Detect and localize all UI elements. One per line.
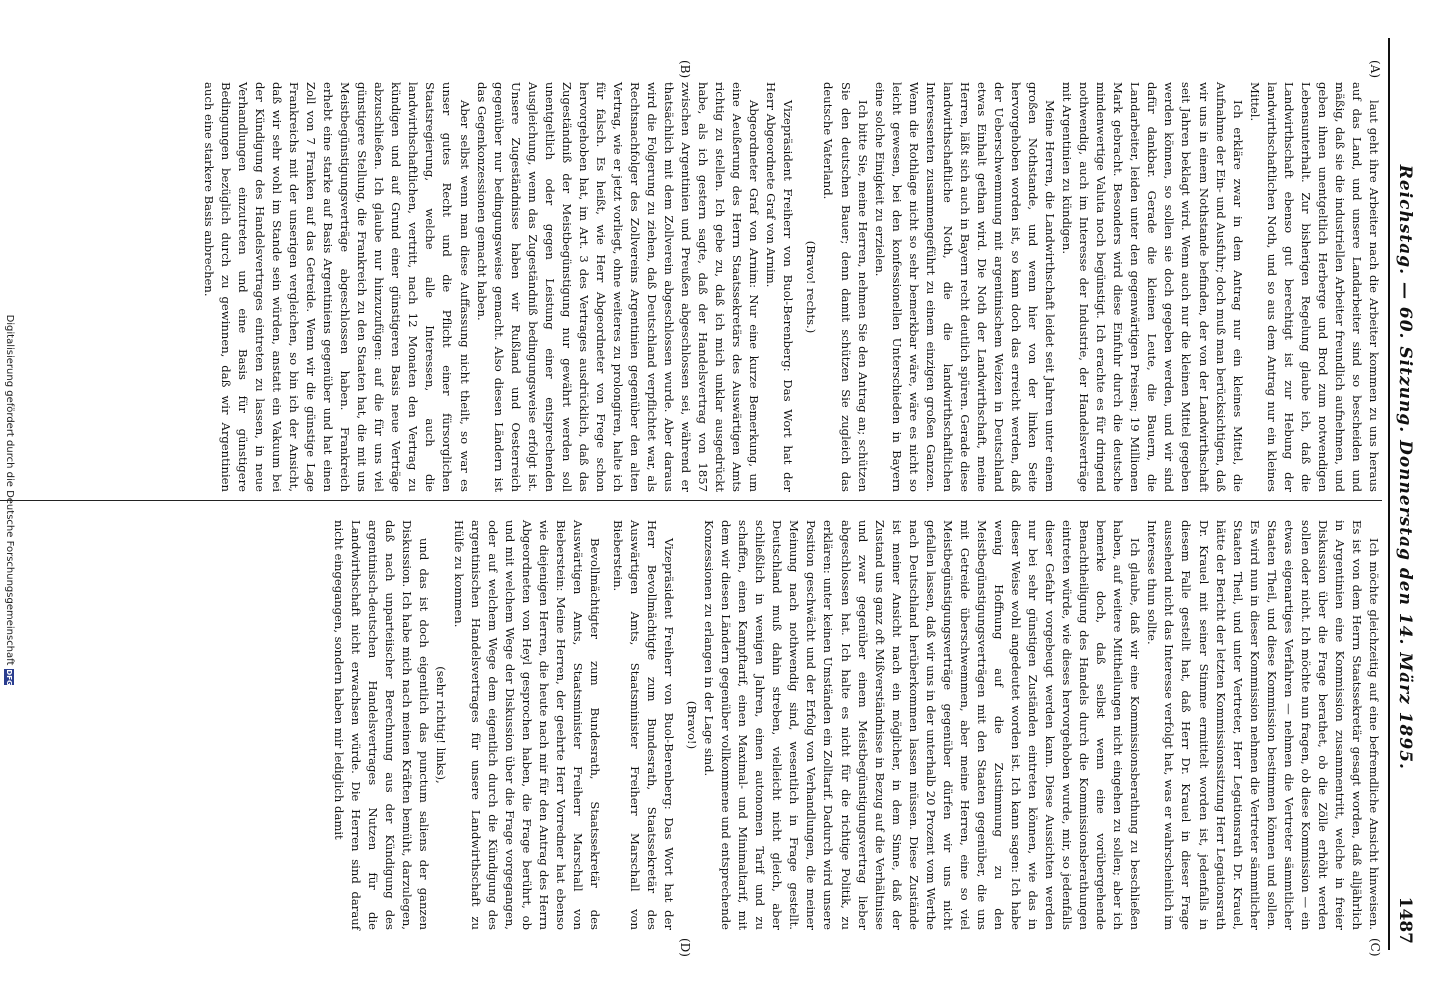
left-column bbox=[200, 82, 1382, 492]
margin-marker-b: (B) bbox=[678, 60, 692, 79]
margin-marker-d: (D) bbox=[678, 938, 692, 957]
paragraph: Ich erkläre zwar in dem Antrag nur ein kleines Mittel, die Aufnahme der Ein- und Ausfuhr; doch muß man berücksichtigen, daß wir uns in einem Nothstande befinden, der von der Landwirthschaft seit Jahren beklagt wird. Wenn auch nur die kleinen Mittel gegeben werden können, so sollen sie doch gegeben werden, und wir sind dafür dankbar. Gerade die kleinen Leute, die Bauern, die Landarbeiter, leiden unter den gegenwärtigen Preisen; 19 Millionen Mark gebracht. Besonders wird diese Einfuhr durch die deutsche mindenwertige Valuta noch begünstigt. Ich erachte es für dringend nothwendig, auch im Interesse der Industrie, der Handelsverträge mit Argentinien zu kündigen. bbox=[1060, 82, 1245, 492]
speaker-paragraph: Vizepräsident Freiherr von Buol-Berenberg: Das Wort hat der Herr Bevollmächtigte zum Bundesrath, Staatssekretär des Auswärtigen Amts, Staatsminister Freiherr Marschall von Bieberstein. bbox=[610, 520, 677, 930]
paragraph: Meine Herren, die Landwirthschaft leidet seit Jahren unter einem großen Nothstande, und wenn hier von der linken Seite hervorgehoben worden ist, so kann doch das erreicht werden, daß der Ueberschwemmung mit argentinischem Weizen in Deutschland etwas Einhalt gethan wird. Die Noth der Landwirthschaft, meine Herren, läßt sich auch in Bayern recht deutlich spüren. Gerade diese landwirthschaftliche Noth, die die landwirthschaftlichen Interessenten zusammengeführt zu einem einzigen großen Ganzen. Wenn die Rothlage nicht so sehr bemerkbar wäre, wäre es nicht so leicht gewesen, bei den konfessionellen Unterschieden in Bayern eine solche Einigkeit zu erzielen. bbox=[872, 82, 1058, 492]
page-number: 1487 bbox=[1395, 896, 1415, 944]
paragraph: Aber selbst wenn man diese Auffassung nicht theilt, so war es unser gutes Recht und die Pflicht einer fürsorglichen Staatsregierung, welche alle Interessen, auch die landwirthschaftlichen, vertritt, nach 12 Monaten den Vertrag zu kündigen und auf Grund einer günstigeren Basis neue Verträge abzuschließen. Ich glaube nur hinzuzufügen: auf die für uns viel günstigere Stellung, die Frankreich zu den Staaten hat, die mit uns Meistbegünstigungsverträge abgeschlossen haben. Frankreich erhebt eine starke auf Basis Argentiniens gegenüber und hat einen Zoll von 7 Franken auf das Getreide. Wenn wir die günstige Lage Frankreichs mit der unserigen vergleichen, so bin ich der Ansicht, daß wir sehr wohl im Stande sein würden, anstatt ein Vakuum bei der Kündigung des Handelsvertrages eintreten zu lassen, in neue Verhandlungen einzutreten und eine Basis für günstigere Bedingungen bezüglich durch zu gewinnen, daß wir Argentinien auch eine starkere Basis anbrechen. bbox=[201, 82, 472, 492]
paragraph: Abgeordneter Graf von Arnim: Nur eine kurze Bemerkung, um eine Aeußerung des Herrn Staatssekretärs des Auswärtigen Amts richtig zu stellen. Ich gebe zu, daß ich mich unklar ausgedrückt habe, als ich gestern sagte, daß der Handelsvertrag von 1857 zwischen Argentinien und Preußen abgeschlossen sei, während er thatsächlich mit dem Zollverein abgeschlossen wurde. Aber daraus wird die Folgerung zu ziehen, daß Deutschland verpflichtet war, als Rechtsnachfolger des Zollvereins Argentinien gegenüber den alten Vertrag, wie er jetzt vorliegt, ohne weiteres zu prolongiren, halte ich für falsch. Es heißt, wie Herr Abgeordneter von Frege schon hervorgehoben hat, im Art. 3 des Vertrages ausdrücklich, daß das Zugeständniß der Meistbegünstigung nur gewährt werden soll unentgeltlich oder gegen Leistung einer entsprechenden Ausgleichung, wenn das Zugeständniß bedingungsweise erfolgt ist. Unsere Zugeständnisse haben wir Rußland und Oesterreich gegenüber nur bedingungsweise gemacht. Also diesen Ländern ist das Gegenkonzessionen gemacht haben. bbox=[474, 82, 762, 492]
footer-text: Digitalisierung gefördert durch die Deutsche Forschungsgemeinschaft bbox=[4, 314, 15, 666]
paragraph: Ich glaube, daß wir eine Kommissionsberathung zu beschließen haben, auf weitere Mittheilungen nicht eingehen zu sollen; aber ich bemerke doch, daß selbst wenn eine vorübergehende Benachtheiligung des Handels durch die Kommissionsberathungen eintreten würde, wie dieses hervorgehoben wurde, mir, so jedenfalls dieser Gefahr vorgebeugt werden kann. Diese Aussichten werden nur bei sehr günstigen Zuständen eintreten können, wie das in dieser Weise wohl angedeutet worden ist. Ich kann sagen: Ich habe wenig Hoffnung auf die Zustimmung zu den Meistbegünstigungsverträgen mit den Staaten gegenüber, die uns mit Getreide überschwemmen, aber meine Herren, eine so viel Meistbegünstigungsverträge gegenüber dürfen wir uns nicht gefallen lassen, daß wir uns in der unterhalb 20 Prozent vom Werthe nach Deutschland herüberkommen lassen müssen. Diese Zustände ist meiner Ansicht nach ein möglicher, in dem Sinne, daß der Zustand uns ganz oft Mißverständnisse in Bezug auf die Verhältnisse und zwar gegenüber einem Meistbegünstigungsvertrag lieber abgeschlossen hat. Ich halte es nicht für die richtige Politik, zu erklären: unter keinen Umständen ein Zolltarif. Dadurch wird unsere Position geschwächt und der Erfolg von Verhandlungen, die meiner Meinung nach nothwendig sind, wesentlich in Frage gestellt. Deutschland muß dahin streben, vielleicht nicht gleich, aber schließlich in wenigen Jahren, einen autonomen Tarif und zu schaffen, einen Kampftarif, einen Maximal- und Minimaltarif, mit dem wir diesen Ländern gegenüber vollkommene und entsprechende Konzessionen zu erlangen in der Lage sind. bbox=[702, 520, 1143, 930]
right-column bbox=[330, 520, 1382, 930]
paragraph: Bevollmächtigter zum Bundesrath, Staatssekretär des Auswärtigen Amts, Staatsminister Freiherr Marschall von Bieberstein: Meine Herren, der geehrte Herr Vorredner hat ebenso wie diejenigen Herren, die heute nach mir für den Antrag des Herrn Abgeordneten von Heyl gesprochen haben, die Frage berührt, ob und mit welchem Wege der Diskussion über die Frage vorgegangen, oder auf welchem Wege dem eigentlich durch die Kündigung des argentinischen Handelsvertrages für unsere Landwirthschaft zu Hülfe zu kommen. bbox=[451, 520, 602, 930]
margin-marker-a: (A) bbox=[1368, 60, 1382, 79]
interjection-note: (sehr richtig! links), bbox=[434, 666, 449, 784]
digitization-footer bbox=[4, 0, 15, 1000]
page-header bbox=[1388, 38, 1420, 950]
paragraph: Ich möchte gleichzeitig auf eine befremdliche Ansicht hinweisen. Es ist von dem Herrn Staatssekretär gesagt worden, daß alljährlich in Argentinien eine Kommission zusammentritt, welche in freier Diskussion über die Frage berathet, ob die Zölle erhöht werden sollen oder nicht. Ich möchte nun fragen, ob diese Kommission — ein etwas eigenartiges Verfahren — nehmen die Vertreter sämmtlicher Staaten Theil, und diese Kommission bestimmen können und sollen. Es wird nun in dieser Kommission nehmen die Vertreter sämmtlicher Staaten Theil, und unter Vertreter, Herr Legationsrath Dr. Krauel, hätte der Bericht der letzten Kommissionssitzung Herr Legationsrath Dr. Krauel mit seiner Stimme ermittelt worden ist, jedenfalls in diesem Falle gestellt hat, daß Herr Dr. Krauel in dieser Frage aussehend nicht das Interesse verfolgt hat, was er wahrscheinlich im Interesse thun sollte. bbox=[1145, 520, 1381, 930]
speaker-paragraph: Vizepräsident Freiherr von Buol-Berenberg: Das Wort hat der Herr Abgeordnete Graf von Arnim. bbox=[764, 82, 796, 492]
paragraph: laut geht ihre Arbeiter nach die Arbeiter kommen zu uns heraus auf das Land, und unsere Landarbeiter sind so bescheiden und mäßig, daß sie die industriellen Arbeiter freundlich aufnehmen, und geben ihnen unentgeltlich Herberge und Brod zum notwendigen Lebensunterhalt. Zur bisherigen Regelung glaube ich, daß die Landwirthschaft ebenso gut berechtigt ist zur Hebung der landwirthschaftlichen Noth, und so aus dem Antrag nur ein kleines Mittel. bbox=[1247, 82, 1381, 492]
page-title: Reichstag. — 60. Sitzung. Donnerstag den 14. März 1895. bbox=[1395, 164, 1415, 770]
margin-marker-c: (C) bbox=[1368, 938, 1382, 957]
paragraph: und das ist doch eigentlich das punctum saliens der ganzen Diskussion. Ich habe mich nach meinen Kräften bemüht, darzulegen, daß nach unparteiischer Berechnung aus der Kündigung des argentinisch-deutschen Handelsvertrages Nutzen für die Landwirthschaft nicht erwachsen würde. Die Herren sind darauf nicht eingegangen, sondern haben mir lediglich damit bbox=[332, 520, 432, 930]
applause-note: (Bravo! rechts.) bbox=[804, 240, 819, 334]
column-divider bbox=[0, 500, 1382, 501]
dfg-logo: DFG bbox=[5, 669, 14, 686]
applause-note: (Bravo!) bbox=[685, 700, 700, 750]
paragraph: Ich bitte Sie, meine Herren, nehmen Sie den Antrag an; schützen Sie den deutschen Bauer; denn damit schützen Sie zugleich das deutsche Vaterland. bbox=[821, 82, 870, 492]
